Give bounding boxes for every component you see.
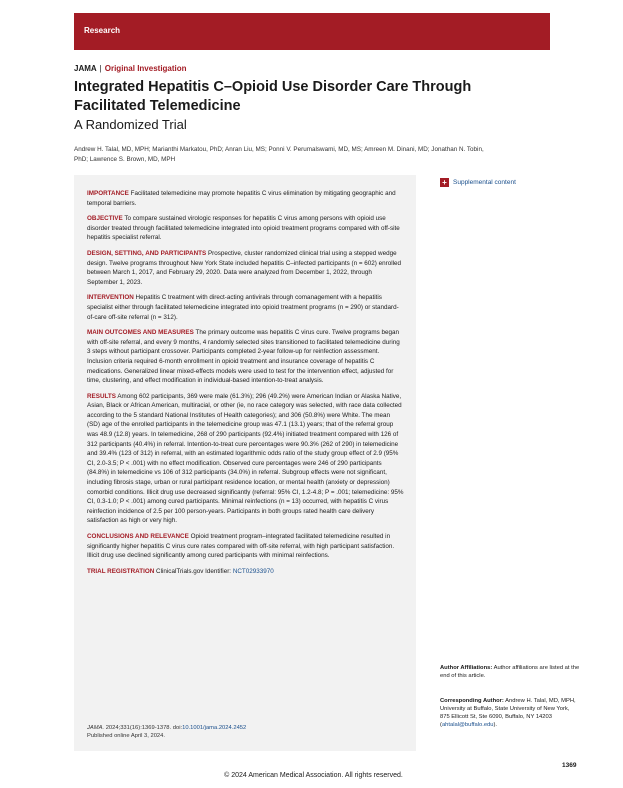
article-subtitle: A Randomized Trial xyxy=(74,117,187,132)
affiliations-text: Author affiliations are listed at the end of this article. xyxy=(440,665,580,679)
abstract-text: Prospective, cluster randomized clinical trial using a stepped wedge design. Twelve programs throughout New York State included hepatitis C–infected participants (n = 602) enrolled between March 1, 2017, and February 29, 2020. Data were analyzed from December 1, 2022, through September 1, 2023. xyxy=(87,249,402,286)
copyright-notice: © 2024 American Medical Association. All rights reserved. xyxy=(224,772,403,779)
abstract-heading: TRIAL REGISTRATION xyxy=(87,567,155,575)
abstract-design xyxy=(87,249,404,287)
article-type: Original Investigation xyxy=(104,64,187,73)
abstract-text: Facilitated telemedicine may promote hepatitis C virus elimination by mitigating geographic and temporal barriers. xyxy=(87,190,396,207)
abstract-heading: IMPORTANCE xyxy=(87,190,129,197)
abstract-text: Hepatitis C treatment with direct-acting antivirals through comanagement with a hepatitis specialist either through facilitated telemedicine integrated into opioid treatment programs (n = 290) or standard-of-care off-site referral (n = 312). xyxy=(87,294,399,321)
journal-separator: | xyxy=(99,64,102,73)
abstract-registration xyxy=(87,567,404,577)
page-number: 1369 xyxy=(562,762,577,769)
abstract-objective xyxy=(87,214,404,243)
citation-journal: JAMA. xyxy=(87,725,105,731)
abstract-heading: INTERVENTION xyxy=(87,294,134,302)
supplemental-label: Supplemental content xyxy=(453,179,516,186)
email-link[interactable]: ahtalal@buffalo.edu xyxy=(441,722,494,728)
section-banner xyxy=(74,13,550,50)
abstract-text: Among 602 participants, 369 were male (61.3%); 296 (49.2%) were American Indian or Alaska Native, Asian, Black or African American, multiracial, or other (ie, no race category was selected, with race data collected according to the 5 standard National Institutes of Health categories); and 306 (50.8%) were White. The mean (SD) age of the enrolled participants in the telemedicine group was 47.1 (13.1) years; that of the referral group was 48.9 (12.8) years. In telemedicine, 268 of 290 participants (92.4%) initiated treatment compared with 126 of 312 participants (40.4%) in referral. Intention-to-treat cure percentages were 90.3% (262 of 290) in telemedicine and 39.4% (123 of 312) in referral, with an estimated logarithmic odds ratio of the study group effect of 2.9 (95% CI, 2.0-3.5; P < .001) with no effect modification. Observed cure percentages were 246 of 290 participants (84.8%) in telemedicine vs 106 of 312 participants (34.0%) in referral. Subgroup effects were not significant, including fibrosis stage, urban or rural participant residence location, or mental health (anxiety or depression) comorbid conditions. Illicit drug use decreased significantly (referral: 95% CI, 1.2-4.8; P = .001; telemedicine: 95% CI, 0.3-1.0; P < .001) among cured participants. Minimal reinfections (n = 13) occurred, with hepatitis C virus reinfection incidence of 2.5 per 100 person-years. Participants in both groups rated health care delivery satisfaction as high or very high. xyxy=(87,392,404,525)
affiliations-label: Author Affiliations: xyxy=(440,665,493,671)
doi-link[interactable]: 10.1001/jama.2024.2452 xyxy=(182,725,247,731)
abstract-results xyxy=(87,392,404,526)
abstract-importance xyxy=(87,189,404,208)
abstract-text: The primary outcome was hepatitis C virus cure. Twelve programs began with off-site referral, and every 9 months, 4 randomly selected sites transitioned to facilitated telemedicine during 3 steps without participant crossover. Participants completed 2-year follow-up for reinfection assessment. Inclusion criteria required 6-month enrollment in opioid treatment and insurance coverage of hepatitis C medications. Generalized linear mixed-effects models were used to test for the intervention effect, adjusted for time, clustering, and effect modification in individual-based intention-to-treat analysis. xyxy=(87,329,400,385)
author-list: Andrew H. Talal, MD, MPH; Marianthi Markatou, PhD; Anran Liu, MS; Ponni V. Perumalswami, MD, MS; Amreen M. Dinani, MD; Jonathan N. Tobin, PhD; Lawrence S. Brown, MD, MPH xyxy=(74,146,484,163)
abstract-intervention xyxy=(87,293,404,322)
supplemental-content-link[interactable] xyxy=(440,178,516,187)
abstract-heading: DESIGN, SETTING, AND PARTICIPANTS xyxy=(87,249,207,257)
abstract-heading: CONCLUSIONS AND RELEVANCE xyxy=(87,533,189,540)
abstract-text: Opioid treatment program–integrated facilitated telemedicine resulted in significantly higher hepatitis C virus cure rates compared with off-site referral, with high participant satisfaction. Illicit drug use declined significantly among cured participants with minimal reinfections. xyxy=(87,533,395,560)
corresponding-text: Andrew H. Talal, MD, MPH, University at Buffalo, State University of New York, 875 Ellicott St, Ste 6090, Buffalo, NY 14203 ( xyxy=(440,698,576,728)
trial-registration-link[interactable]: NCT02933970 xyxy=(232,567,274,575)
abstract-box xyxy=(74,175,416,751)
section-label: Research xyxy=(84,26,121,35)
plus-icon: + xyxy=(440,178,449,187)
corresponding-author xyxy=(440,697,580,729)
corresponding-close: ). xyxy=(493,722,498,728)
abstract-conclusions xyxy=(87,532,404,561)
abstract-text: ClinicalTrials.gov Identifier: xyxy=(156,567,232,575)
journal-line xyxy=(74,64,187,73)
author-affiliations xyxy=(440,664,580,680)
journal-name: JAMA xyxy=(74,64,97,73)
abstract-heading: RESULTS xyxy=(87,392,116,400)
citation-ref: 2024;331(16):1369-1378. doi: xyxy=(105,725,183,731)
corresponding-label: Corresponding Author: xyxy=(440,698,504,704)
abstract-heading: OBJECTIVE xyxy=(87,215,123,223)
article-title: Integrated Hepatitis C–Opioid Use Disorder Care Through Facilitated Telemedicine xyxy=(74,79,472,114)
citation xyxy=(87,724,407,740)
abstract-outcomes xyxy=(87,328,404,386)
published-date: Published online April 3, 2024. xyxy=(87,733,165,739)
abstract-heading: MAIN OUTCOMES AND MEASURES xyxy=(87,329,194,337)
abstract-text: To compare sustained virologic responses for hepatitis C virus among persons with opioid use disorder treated through facilitated telemedicine integrated into opioid treatment programs compared with off-site hepatitis specialist referral. xyxy=(87,215,400,242)
